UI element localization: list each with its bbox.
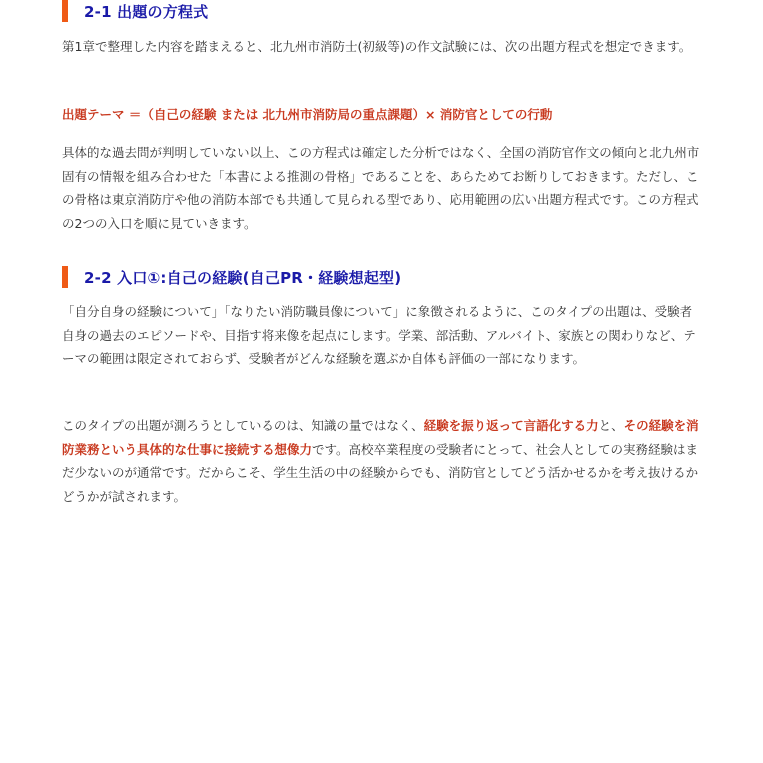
paragraph-text: と、 xyxy=(598,418,624,433)
formula-line: 出題テーマ ＝（自己の経験 または 北九州市消防局の重点課題）× 消防官としての行動 xyxy=(62,107,553,122)
experience-type-paragraph: 「自分自身の経験について」「なりたい消防職員像について」に象徴されるように、このタイプの出題は、受験者自身の過去のエピソードや、目指す将来像を起点にします。学業、部活動、アルバイト、家族との関わりなど、テーマの範囲は限定されておらず、受験者がどんな経験を選ぶか自体も評価の一部になります。 xyxy=(62,304,696,366)
paragraph-text: このタイプの出題が測ろうとしているのは、知識の量ではなく、 xyxy=(62,418,424,433)
heading-accent-bar xyxy=(62,266,68,288)
intro-paragraph: 第1章で整理した内容を踏まえると、北九州市消防士(初級等)の作文試験には、次の出題方程式を想定できます。 xyxy=(62,39,692,54)
skills-paragraph xyxy=(62,414,703,508)
emphasis-text: その経験を消防業務という具体的な仕事に接続する想像力 xyxy=(62,418,699,457)
section-heading-2-1 xyxy=(62,0,208,22)
heading-accent-bar xyxy=(62,0,68,22)
section-heading-text: 2-2 入口①:自己の経験(自己PR・経験想起型) xyxy=(84,268,402,287)
formula-explanation-paragraph: 具体的な過去問が判明していない以上、この方程式は確定した分析ではなく、全国の消防官作文の傾向と北九州市固有の情報を組み合わせた「本書による推測の骨格」であることを、あらためてお断りしておきます。ただし、この骨格は東京消防庁や他の消防本部でも共通して見られる型であり、応用範囲の広い出題方程式です。この方程式の2つの入口を順に見ていきます。 xyxy=(62,145,700,231)
section-heading-text: 2-1 出題の方程式 xyxy=(84,2,209,21)
emphasis-text: 経験を振り返って言語化する力 xyxy=(423,418,599,433)
paragraph-text: です。高校卒業程度の受験者にとって、社会人としての実務経験はまだ少ないのが通常です。だからこそ、学生生活の中の経験からでも、消防官としてどう活かせるかを考え抜けるかどうかが試されます。 xyxy=(62,441,699,504)
section-heading-2-2 xyxy=(62,266,401,288)
